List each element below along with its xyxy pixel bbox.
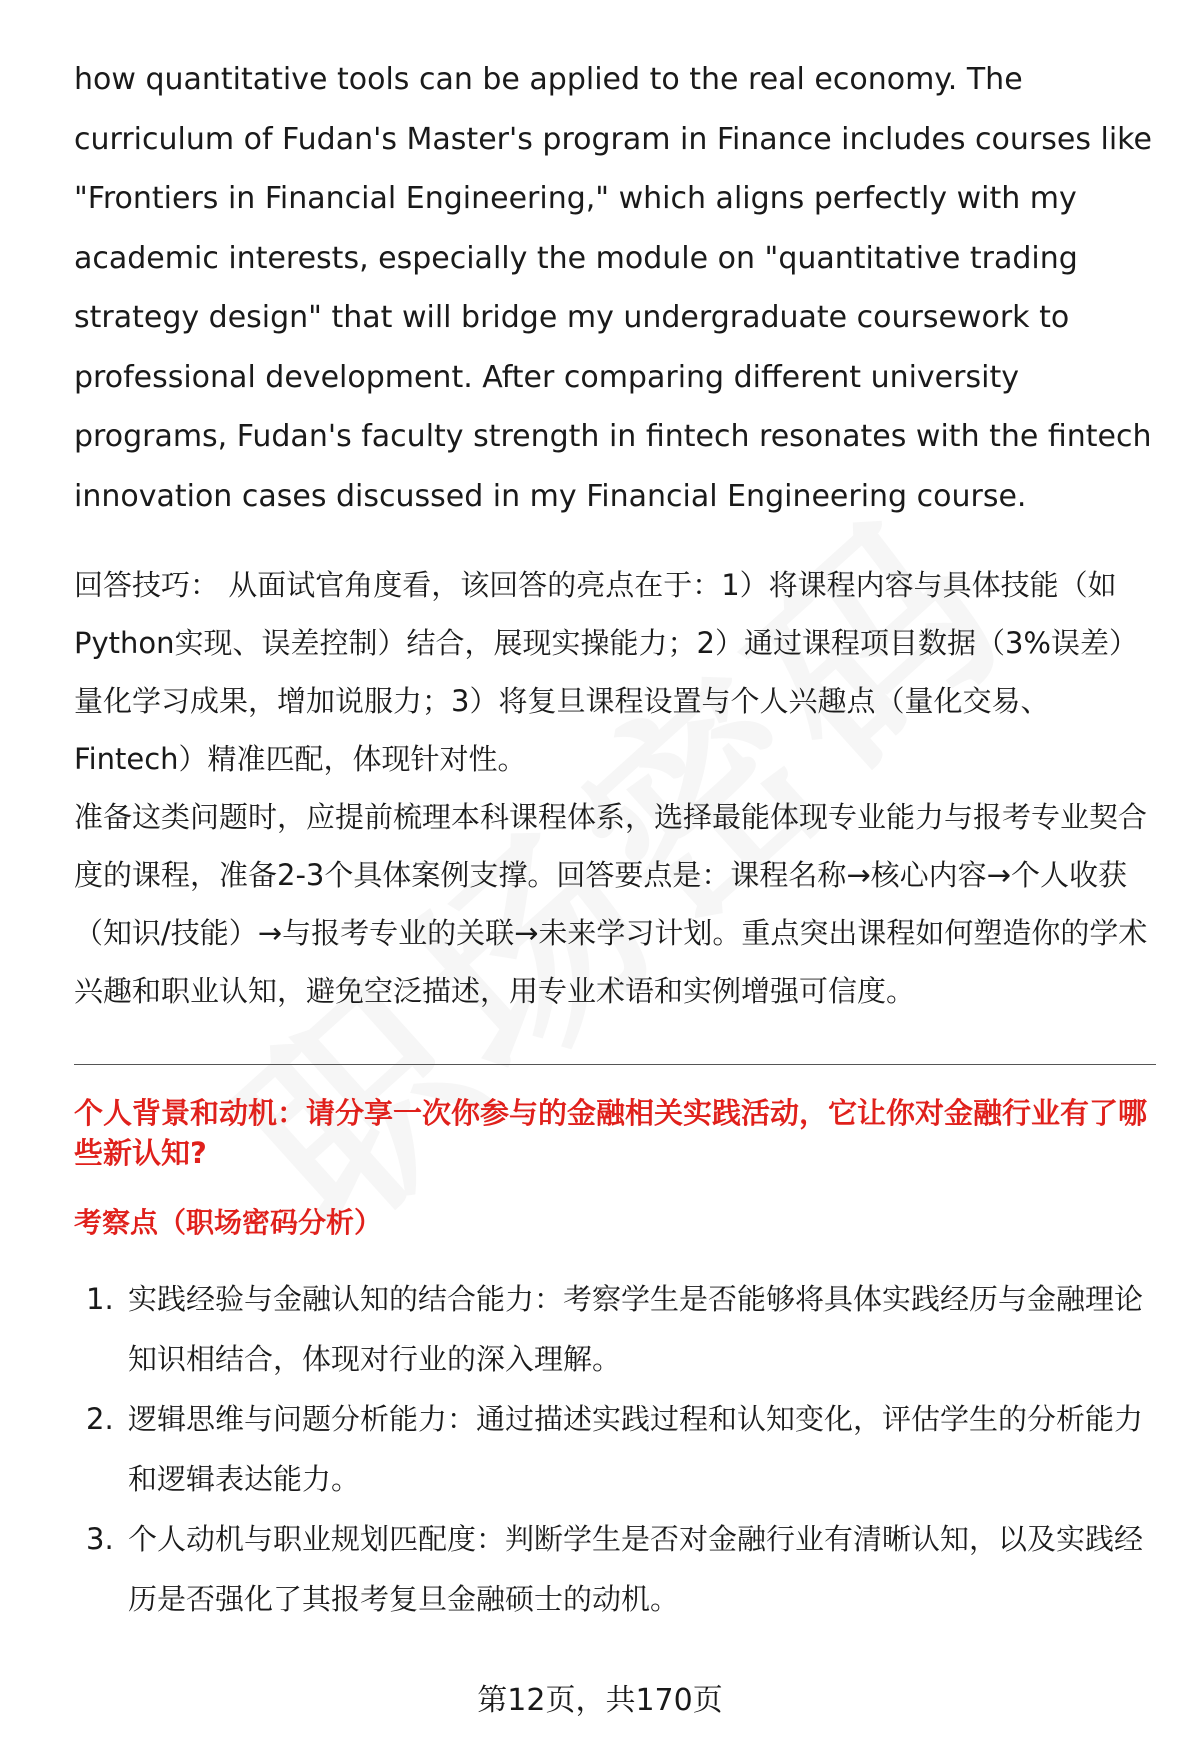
english-paragraph: how quantitative tools can be applied to the real economy. The curriculum of Fudan's Master's program in Finance includes courses like "Frontiers in Financial Engineering," which aligns perfectly with my academic interests, especially the module on "quantitative trading strategy design" that will bridge my undergraduate coursework to professional development. After comparing different university programs, Fudan's faculty strength in fintech resonates with the fintech innovation cases discussed in my Financial Engineering course. <box>74 62 1152 514</box>
question-heading: 个人背景和动机：请分享一次你参与的金融相关实践活动，它让你对金融行业有了哪些新认知? <box>74 1096 1148 1170</box>
list-item-text: 实践经验与金融认知的结合能力：考察学生是否能够将具体实践经历与金融理论知识相结合，体现对行业的深入理解。 <box>128 1282 1144 1376</box>
list-item-number: 3. <box>86 1522 114 1556</box>
list-item-number: 1. <box>86 1282 114 1316</box>
section-title: 考察点（职场密码分析） <box>74 1206 383 1239</box>
section-divider <box>74 1064 1156 1065</box>
page-content <box>74 50 1159 1629</box>
answer-tips-paragraph-1: 回答技巧： 从面试官角度看，该回答的亮点在于：1）将课程内容与具体技能（如Python实现、误差控制）结合，展现实操能力；2）通过课程项目数据（3%误差）量化学习成果，增加说服力；3）将复旦课程设置与个人兴趣点（量化交易、Fintech）精准匹配，体现针对性。 <box>74 568 1138 776</box>
evaluation-points-list <box>74 1269 1159 1629</box>
list-item-text: 逻辑思维与问题分析能力：通过描述实践过程和认知变化，评估学生的分析能力和逻辑表达能力。 <box>128 1402 1144 1496</box>
list-item-text: 个人动机与职业规划匹配度：判断学生是否对金融行业有清晰认知，以及实践经历是否强化了其报考复旦金融硕士的动机。 <box>128 1522 1144 1616</box>
answer-tips <box>74 556 1159 1020</box>
list-item-number: 2. <box>86 1402 114 1436</box>
page-footer: 第12页，共170页 <box>477 1683 723 1718</box>
list-item <box>74 1509 1159 1629</box>
answer-tips-paragraph-2: 准备这类问题时，应提前梳理本科课程体系，选择最能体现专业能力与报考专业契合度的课程，准备2-3个具体案例支撑。回答要点是：课程名称→核心内容→个人收获（知识/技能）→与报考专业的关联→未来学习计划。重点突出课程如何塑造你的学术兴趣和职业认知，避免空泛描述，用专业术语和实例增强可信度。 <box>74 800 1148 1008</box>
list-item <box>74 1269 1159 1389</box>
list-item <box>74 1389 1159 1509</box>
